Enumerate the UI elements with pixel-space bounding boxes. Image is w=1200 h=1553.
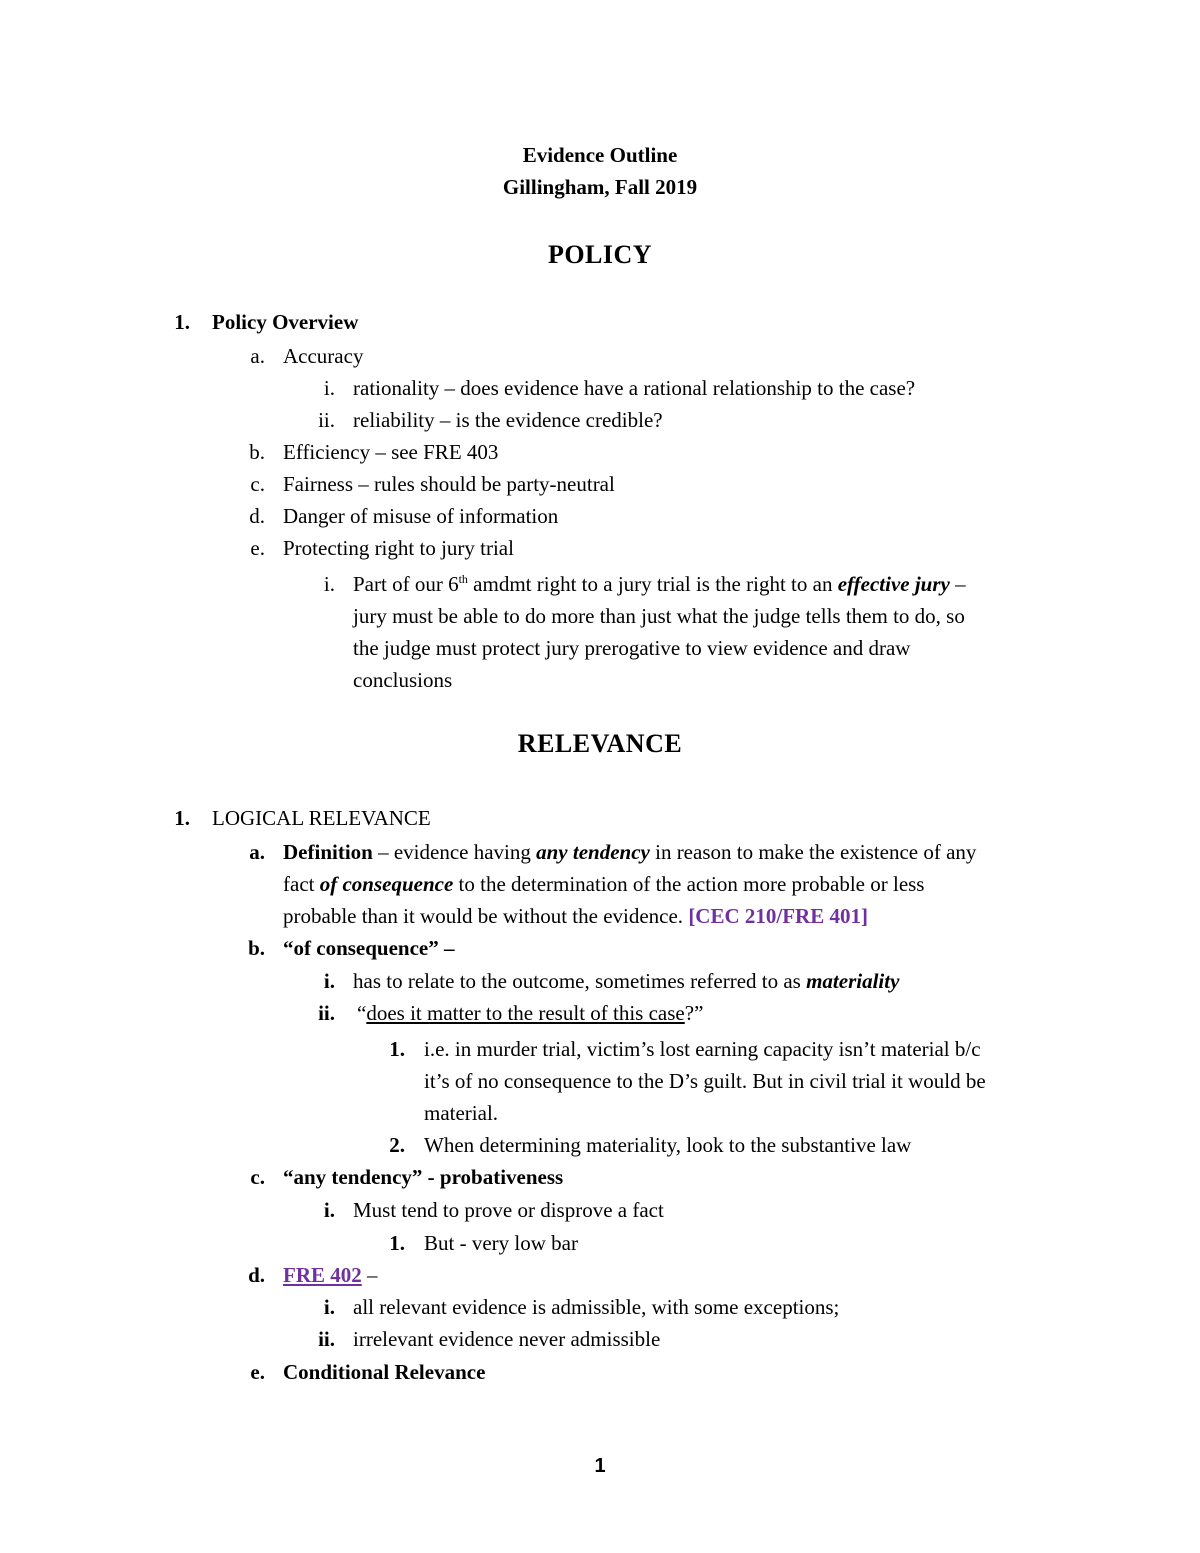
- list-item-heading: Conditional Relevance: [283, 1360, 486, 1384]
- list-item: [357, 997, 703, 1029]
- list-item-continuation: jury must be able to do more than just what the judge tells them to do, so: [353, 604, 965, 628]
- list-letter: c.: [250, 472, 265, 496]
- list-item: But - very low bar: [424, 1231, 578, 1255]
- underlined-text: does it matter to the result of this case: [366, 1001, 685, 1025]
- list-letter: d.: [249, 504, 265, 528]
- section-heading-policy: POLICY: [547, 240, 653, 269]
- list-item-heading: Policy Overview: [212, 310, 359, 334]
- list-item: When determining materiality, look to the substantive law: [424, 1133, 912, 1157]
- term: Definition: [283, 840, 373, 864]
- rule-reference: [CEC 210/FRE 401]: [688, 904, 868, 928]
- list-item-continuation: material.: [424, 1101, 499, 1125]
- text-run: – evidence having: [372, 840, 537, 864]
- document-subtitle: Gillingham, Fall 2019: [502, 175, 698, 199]
- list-item: Accuracy: [283, 344, 364, 368]
- list-item: Danger of misuse of information: [283, 504, 559, 528]
- list-letter: b.: [248, 936, 265, 960]
- list-item: irrelevant evidence never admissible: [353, 1327, 661, 1351]
- list-number: 1.: [174, 310, 190, 334]
- text-run: has to relate to the outcome, sometimes referred to as: [353, 969, 807, 993]
- list-item-continuation: [283, 868, 924, 900]
- text-run: amdmt right to a jury trial is the right to an: [467, 572, 838, 596]
- list-letter: e.: [250, 1360, 265, 1384]
- list-roman: i.: [323, 1295, 335, 1319]
- text-run: –: [361, 1263, 378, 1287]
- list-item: [353, 965, 899, 997]
- list-letter: e.: [250, 536, 265, 560]
- fre-402-link[interactable]: FRE 402: [283, 1263, 362, 1287]
- list-item: Protecting right to jury trial: [283, 536, 514, 560]
- list-roman: i.: [323, 572, 335, 596]
- list-item-heading: “of consequence” –: [283, 936, 455, 960]
- emphasis: effective jury: [837, 572, 950, 596]
- section-heading-relevance: RELEVANCE: [517, 729, 683, 758]
- emphasis: of consequence: [319, 872, 454, 896]
- text-run: “: [357, 1001, 367, 1025]
- list-letter: d.: [248, 1263, 265, 1287]
- text-run: ?”: [684, 1001, 704, 1025]
- list-item: Efficiency – see FRE 403: [283, 440, 499, 464]
- list-item-continuation: it’s of no consequence to the D’s guilt. But in civil trial it would be: [424, 1069, 986, 1093]
- list-roman: i.: [323, 969, 335, 993]
- list-roman: i.: [323, 1198, 335, 1222]
- list-number: 1.: [389, 1037, 405, 1061]
- text-run: –: [949, 572, 966, 596]
- document-title: Evidence Outline: [522, 143, 678, 167]
- list-item: [353, 568, 966, 600]
- text-run: in reason to make the existence of any: [649, 840, 977, 864]
- list-item: reliability – is the evidence credible?: [353, 408, 663, 432]
- list-roman: ii.: [318, 1001, 335, 1025]
- list-roman: i.: [323, 376, 335, 400]
- list-letter: a.: [250, 344, 265, 368]
- list-item: rationality – does evidence have a rational relationship to the case?: [353, 376, 916, 400]
- list-number: 1.: [389, 1231, 405, 1255]
- text-run: fact: [283, 872, 320, 896]
- list-number: 1.: [174, 806, 190, 830]
- list-letter: c.: [250, 1165, 265, 1189]
- list-item-heading: “any tendency” - probativeness: [283, 1165, 564, 1189]
- emphasis: any tendency: [536, 840, 650, 864]
- list-number: 2.: [389, 1133, 405, 1157]
- list-item-continuation: conclusions: [353, 668, 453, 692]
- list-item-continuation: the judge must protect jury prerogative to view evidence and draw: [353, 636, 911, 660]
- superscript: th: [458, 572, 468, 586]
- list-roman: ii.: [318, 408, 335, 432]
- list-item: all relevant evidence is admissible, with some exceptions;: [353, 1295, 840, 1319]
- list-item: Fairness – rules should be party-neutral: [283, 472, 615, 496]
- list-item: [283, 836, 976, 868]
- text-run: Part of our 6: [353, 572, 459, 596]
- list-item-continuation: [283, 900, 868, 932]
- list-item: Must tend to prove or disprove a fact: [353, 1198, 664, 1222]
- emphasis: materiality: [806, 969, 900, 993]
- text-run: probable than it would be without the evidence.: [283, 904, 689, 928]
- text-run: to the determination of the action more probable or less: [453, 872, 925, 896]
- page-number: 1: [594, 1455, 606, 1477]
- list-roman: ii.: [318, 1327, 335, 1351]
- list-item-heading: LOGICAL RELEVANCE: [212, 806, 431, 830]
- list-letter: b.: [249, 440, 265, 464]
- list-item: i.e. in murder trial, victim’s lost earning capacity isn’t material b/c: [424, 1037, 981, 1061]
- list-letter: a.: [249, 840, 265, 864]
- list-item: [283, 1259, 378, 1291]
